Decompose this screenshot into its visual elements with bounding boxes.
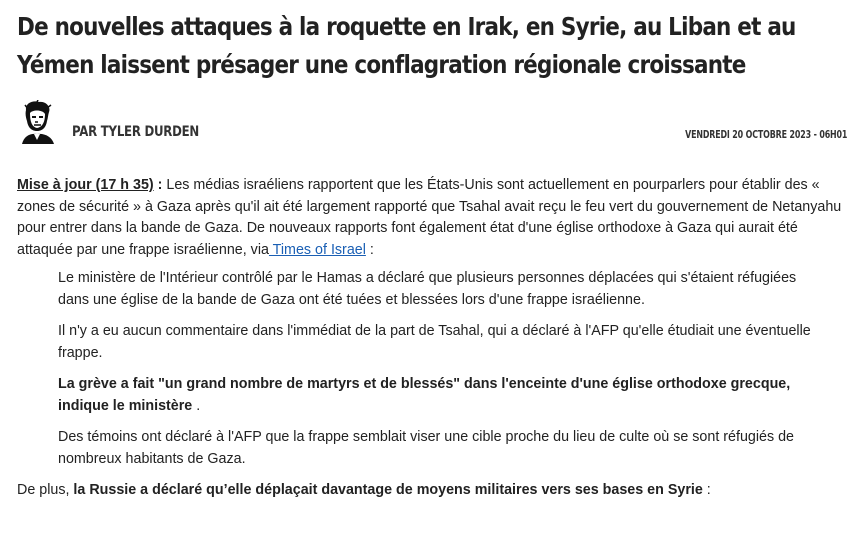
closing-end: :: [702, 482, 711, 498]
publish-date: VENDREDI 20 OCTOBRE 2023 - 06H01: [684, 128, 847, 141]
article-byline: [17, 100, 849, 146]
author-avatar-icon[interactable]: [17, 100, 57, 144]
quote-bold-end: .: [192, 397, 201, 414]
quote-paragraph-1: Le ministère de l'Intérieur contrôlé par le Hamas a déclaré que plusieurs personnes déplacées qui s'étaient réfugiées dans une église de la bande de Gaza ont été tuées et blessées lors d'une frappe israélienne.: [58, 270, 797, 308]
quote-paragraph-3: [58, 374, 828, 417]
closing-lead: De plus,: [17, 482, 74, 498]
quote-paragraph-2: Il n'y a eu aucun commentaire dans l'immédiat de la part de Tsahal, qui a déclaré à l'AFP qu'elle étudiait une éventuelle frappe.: [58, 323, 811, 361]
article-body: [17, 175, 849, 502]
quote-paragraph-4: Des témoins ont déclaré à l'AFP que la frappe semblait viser une cible proche du lieu de culte où se sont réfugiés de nombreux habitants de Gaza.: [58, 429, 795, 467]
closing-bold: la Russie a déclaré qu’elle déplaçait davantage de moyens militaires vers ses bases en Syrie: [73, 482, 703, 498]
article-headline: De nouvelles attaques à la roquette en Irak, en Syrie, au Liban et au Yémen laissent présager une conflagration régionale croissante: [17, 12, 796, 79]
update-text: Les médias israéliens rapportent que les États-Unis sont actuellement en pourparlers pour établir des « zones de sécurité » à Gaza après qu'il ait été largement rapporté que Tsahal avait reçu le feu vert du gouvernement de Netanyahu pour entrer dans la bande de Gaza. De nouveaux rapports font également état d'une église orthodoxe à Gaza qui aurait été attaquée par une frappe israélienne, via: [17, 177, 842, 258]
closing-paragraph: [17, 480, 849, 502]
update-separator: :: [153, 177, 163, 193]
author-name[interactable]: PAR TYLER DURDEN: [72, 124, 199, 140]
quoted-report: [58, 268, 828, 470]
times-of-israel-link[interactable]: Times of Israel: [268, 241, 366, 258]
quote-bold-statement: La grève a fait "un grand nombre de martyrs et de blessés" dans l'enceinte d'une église orthodoxe grecque, indique le ministère: [58, 376, 791, 414]
update-label: Mise à jour (17 h 35): [17, 177, 154, 193]
update-end: :: [365, 241, 374, 258]
update-paragraph: [17, 175, 849, 261]
